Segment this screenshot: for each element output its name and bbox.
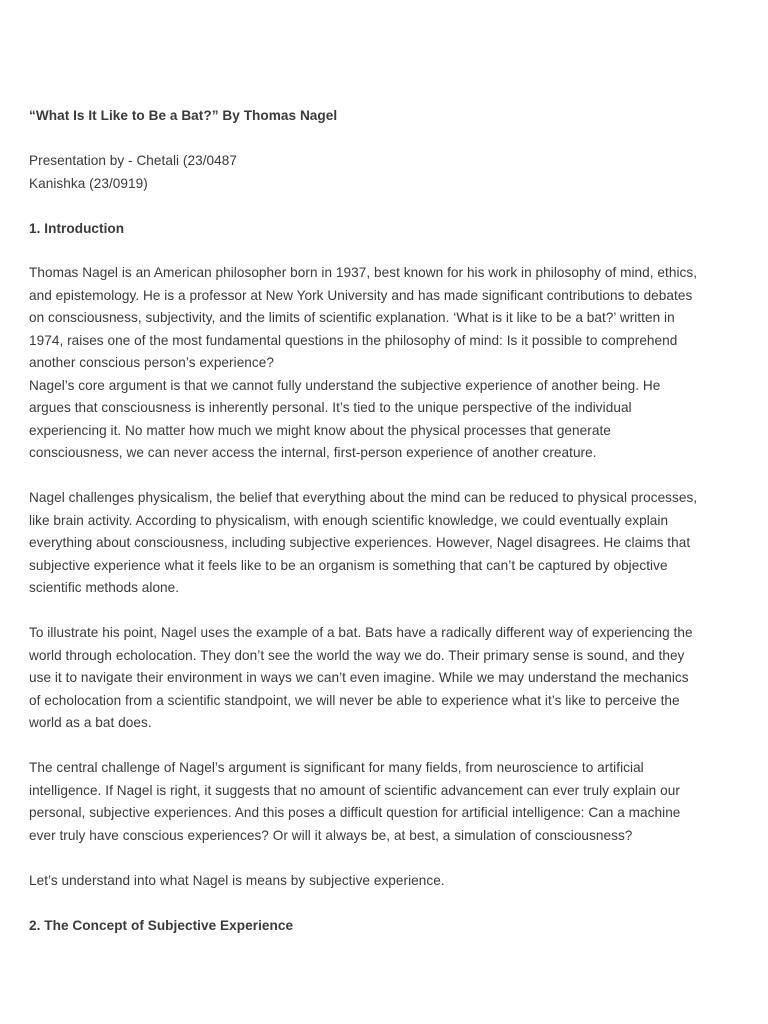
document-title: “What Is It Like to Be a Bat?” By Thomas Nagel <box>29 108 338 123</box>
paragraph-line: Let’s understand into what Nagel is means by subjective experience. <box>29 873 445 888</box>
section-heading-introduction: 1. Introduction <box>29 221 125 236</box>
paragraph-line: another conscious person’s experience? <box>29 355 274 370</box>
paragraph-line: like brain activity. According to physicalism, with enough scientific knowledge, we could eventually explain <box>29 513 669 528</box>
paragraph-line: personal, subjective experiences. And this poses a difficult question for artificial intelligence: Can a machine <box>29 805 681 820</box>
paragraph-line: argues that consciousness is inherently personal. It’s tied to the unique perspective of the individual <box>29 400 632 415</box>
paragraph-line: world as a bat does. <box>29 715 152 730</box>
paragraph-line: ever truly have conscious experiences? Or will it always be, at best, a simulation of consciousness? <box>29 828 633 843</box>
section-heading-subjective-experience: 2. The Concept of Subjective Experience <box>29 918 294 933</box>
paragraph-line: scientific methods alone. <box>29 580 180 595</box>
paragraph-line: on consciousness, subjectivity, and the limits of scientific explanation. ‘What is it like to be a bat?’ written in <box>29 310 675 325</box>
paragraph-line: world through echolocation. They don’t see the world the way we do. Their primary sense is sound, and they <box>29 648 685 663</box>
paragraph-line: experiencing it. No matter how much we might know about the physical processes that generate <box>29 423 611 438</box>
presenter-line-2: Kanishka (23/0919) <box>29 176 148 191</box>
paragraph-line: The central challenge of Nagel’s argument is significant for many fields, from neuroscience to artificial <box>29 760 644 775</box>
paragraph-line: and epistemology. He is a professor at New York University and has made significant contributions to debates <box>29 288 693 303</box>
paragraph-line: 1974, raises one of the most fundamental questions in the philosophy of mind: Is it possible to comprehend <box>29 333 678 348</box>
paragraph-line: Nagel challenges physicalism, the belief that everything about the mind can be reduced to physical processes, <box>29 490 698 505</box>
paragraph-line: subjective experience what it feels like to be an organism is something that can’t be captured by objective <box>29 558 668 573</box>
paragraph-line: use it to navigate their environment in ways we can’t even imagine. While we may understand the mechanics <box>29 670 689 685</box>
paragraph-line: Thomas Nagel is an American philosopher born in 1937, best known for his work in philosophy of mind, ethics, <box>29 265 698 280</box>
presenter-line: Presentation by - Chetali (23/0487 <box>29 153 237 168</box>
paragraph-line: of echolocation from a scientific standpoint, we will never be able to experience what it’s like to perceive the <box>29 693 680 708</box>
paragraph-line: everything about consciousness, including subjective experiences. However, Nagel disagrees. He claims that <box>29 535 691 550</box>
paragraph-line: To illustrate his point, Nagel uses the example of a bat. Bats have a radically different way of experiencing the <box>29 625 693 640</box>
paragraph-line: intelligence. If Nagel is right, it suggests that no amount of scientific advancement can ever truly explain our <box>29 783 680 798</box>
paragraph-line: Nagel’s core argument is that we cannot fully understand the subjective experience of another being. He <box>29 378 661 393</box>
paragraph-line: consciousness, we can never access the internal, first-person experience of another creature. <box>29 445 597 460</box>
